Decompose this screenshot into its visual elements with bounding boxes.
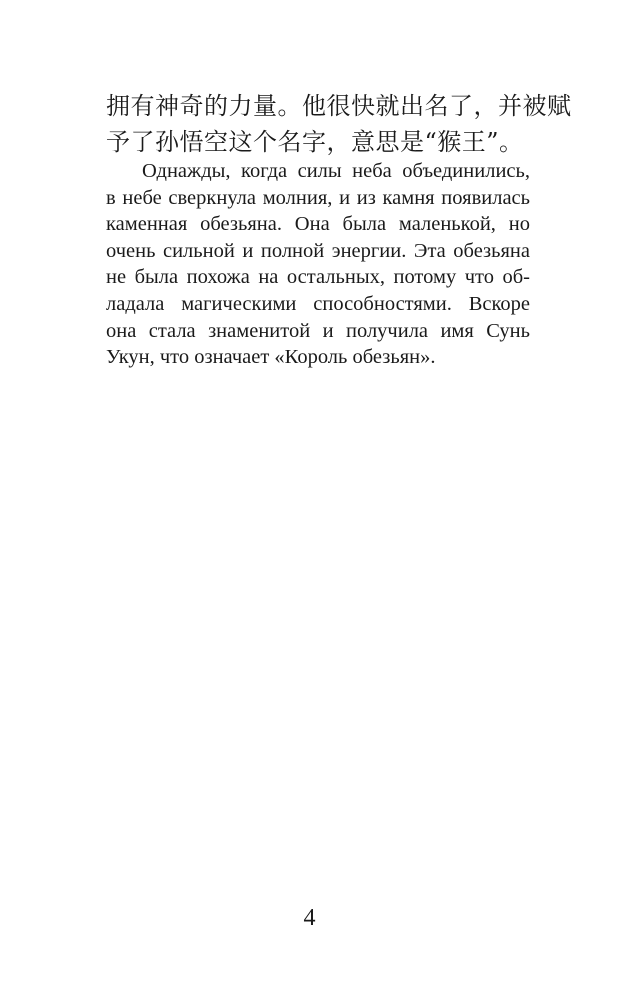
russian-line: очень сильной и полной энергии. Эта обезьяна xyxy=(106,239,530,262)
russian-paragraph xyxy=(106,158,530,371)
chinese-line: 拥有神奇的力量。他很快就出名了，并被赋 xyxy=(106,92,572,120)
russian-line: она стала знаменитой и получила имя Сунь xyxy=(106,319,530,342)
russian-line: не была похожа на остальных, потому что об- xyxy=(106,266,530,289)
chinese-line: 予了孙悟空这个名字，意思是“猴王”。 xyxy=(106,128,524,156)
russian-line: Однажды, когда силы неба объединились, xyxy=(142,160,530,182)
russian-line: в небе сверкнула молния, и из камня появилась xyxy=(106,186,530,209)
page-number: 4 xyxy=(303,905,316,931)
russian-line: Укун, что означает «Король обезьян». xyxy=(106,346,436,369)
chinese-paragraph xyxy=(106,88,572,160)
russian-line: каменная обезьяна. Она была маленькой, но xyxy=(106,213,530,236)
russian-line: ладала магическими способностями. Вскоре xyxy=(106,292,530,315)
